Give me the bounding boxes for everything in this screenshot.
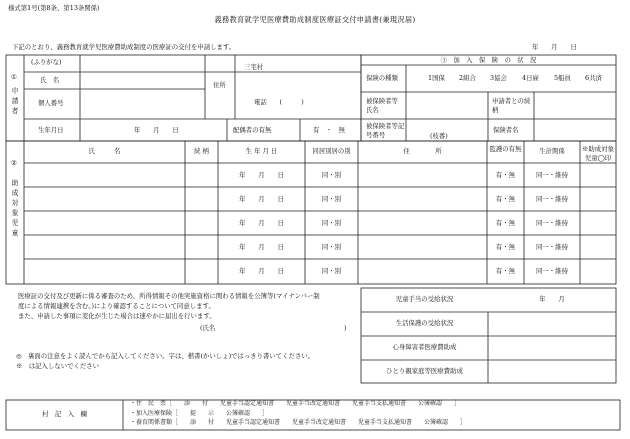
consent-line-2: 度による情報連携を含む。)により確認することについて同意します。: [18, 302, 215, 310]
consent-name-label[interactable]: (氏名: [200, 324, 216, 332]
phone-label[interactable]: 電話 ( ): [254, 98, 304, 106]
single-parent-medical-label: ひとり親家庭等医療費助成: [386, 367, 463, 375]
personal-number-label: 個人番号: [38, 99, 64, 107]
birth-date-value[interactable]: 年 月 日: [134, 126, 179, 134]
furigana-label: (ふりがな): [31, 58, 62, 66]
consent-name-close: ): [344, 324, 347, 332]
form-number: 様式第1号(第8条、第13条関係): [8, 4, 100, 12]
spouse-value[interactable]: 有 ・ 無: [313, 126, 345, 134]
child-cohabitation-header: 同居別居の別: [312, 147, 351, 155]
child-custody-value[interactable]: 有・無: [495, 195, 516, 203]
child-cohabitation-value[interactable]: 同・別: [321, 267, 342, 275]
child-relation-header: 続 柄: [194, 147, 209, 155]
child-cohabitation-value[interactable]: 同・別: [321, 171, 342, 179]
village-entry-label: 村 記 入 欄: [42, 410, 87, 418]
child-livelihood-value[interactable]: 同一・維持: [536, 195, 568, 203]
insurance-type-label: 保険の種類: [366, 74, 398, 82]
intro-text: 下記のとおり、義務教育就学児医療費助成制度の医療証の交付を申請します。: [12, 43, 236, 51]
insurance-type-option[interactable]: 1国保: [428, 74, 445, 82]
insurance-type-option[interactable]: 2組合: [459, 74, 476, 82]
consent-line-3: また、申請した事項に変化が生じた場合は速やかに届出を行います。: [18, 312, 216, 320]
child-eligible-header: ※助成対象児童◯印: [582, 145, 614, 162]
child-cohabitation-value[interactable]: 同・別: [321, 243, 342, 251]
spouse-label: 配偶者の有無: [233, 126, 272, 134]
applicant-section-number: ①: [11, 73, 17, 81]
applicant-section-label: 申請者: [11, 87, 19, 115]
child-custody-value[interactable]: 有・無: [495, 171, 516, 179]
branch-number-label: (枝番): [430, 132, 448, 140]
child-allowance-label: 児童手当の受給状況: [395, 295, 454, 303]
child-cohabitation-value[interactable]: 同・別: [321, 195, 342, 203]
note-1: ◎ 裏面の注意をよく読んでから記入してください。字は、楷書(かいしょ)ではっきり書いてください。: [16, 352, 315, 360]
child-cohabitation-value[interactable]: 同・別: [321, 219, 342, 227]
child-name-header: 氏 名: [88, 147, 121, 155]
birth-date-label: 生年月日: [38, 126, 64, 134]
child-birth-value[interactable]: 年 月 日: [239, 171, 284, 179]
child-birth-header: 生 年 月 日: [245, 147, 278, 155]
child-livelihood-value[interactable]: 同一・維持: [536, 219, 568, 227]
child-livelihood-value[interactable]: 同一・維持: [536, 171, 568, 179]
child-birth-value[interactable]: 年 月 日: [239, 267, 284, 275]
insured-name-label: 被保険者等氏名: [366, 97, 398, 114]
child-birth-value[interactable]: 年 月 日: [239, 219, 284, 227]
child-livelihood-header: 生計関係: [539, 147, 565, 155]
children-section-number: ②: [11, 159, 17, 167]
applicant-name-label: 氏 名: [40, 76, 60, 84]
insured-symbol-label: 被保険者等記号番号: [366, 122, 405, 139]
insurer-name-label: 保険者名: [493, 126, 519, 134]
form-title: 義務教育就学児医療費助成制度医療証交付申請書(兼現況届): [214, 15, 416, 24]
children-section-label: 助成対象児童: [11, 179, 19, 237]
child-custody-value[interactable]: 有・無: [495, 219, 516, 227]
disability-medical-label: 心身障害者医療費助成: [392, 343, 457, 351]
insurance-section-title: ③ 加 入 保 険 の 状 況: [440, 56, 537, 64]
consent-line-1: 医療証の交付及び更新に係る審査のため、所得情報その他実施資格に関わる情報を公簿等(マイナンバー制: [18, 292, 320, 300]
child-custody-value[interactable]: 有・無: [495, 243, 516, 251]
village-entry-line-1: ・住 民 票［ 添 付 児童手当認定通知書 児童手当改定通知書 児童手当支払通知書 公簿確認 ］: [130, 400, 461, 407]
insurance-type-option[interactable]: 3協会: [490, 74, 507, 82]
village-entry-line-2: ・加入医療保険［ 提 示 公簿確認 ］: [130, 409, 269, 417]
relation-label: 申請者との続柄: [492, 97, 531, 114]
child-livelihood-value[interactable]: 同一・維持: [536, 243, 568, 251]
child-custody-value[interactable]: 有・無: [495, 267, 516, 275]
application-date[interactable]: 年 月 日: [532, 43, 577, 51]
village-name: 三宅村: [244, 63, 264, 71]
child-birth-value[interactable]: 年 月 日: [239, 243, 284, 251]
insurance-type-option[interactable]: 4日雇: [522, 74, 539, 82]
note-2: ※ は記入しないでください: [16, 362, 100, 370]
village-entry-line-3: ・養育関係書類［ 添 付 児童手当認定通知書 児童手当改定通知書 児童手当支払通知書 公簿確認 ］: [130, 419, 467, 426]
insurance-type-option[interactable]: 5船員: [554, 74, 571, 82]
child-custody-header: 監護の有無: [489, 145, 522, 153]
child-address-header: 住 所: [403, 147, 442, 155]
welfare-label: 生活保護の受給状況: [395, 319, 454, 327]
child-allowance-value[interactable]: 年 月: [539, 295, 565, 303]
child-birth-value[interactable]: 年 月 日: [239, 195, 284, 203]
insurance-type-option[interactable]: 6共済: [585, 74, 602, 82]
child-livelihood-value[interactable]: 同一・維持: [536, 267, 568, 275]
address-label: 住所: [213, 81, 226, 89]
